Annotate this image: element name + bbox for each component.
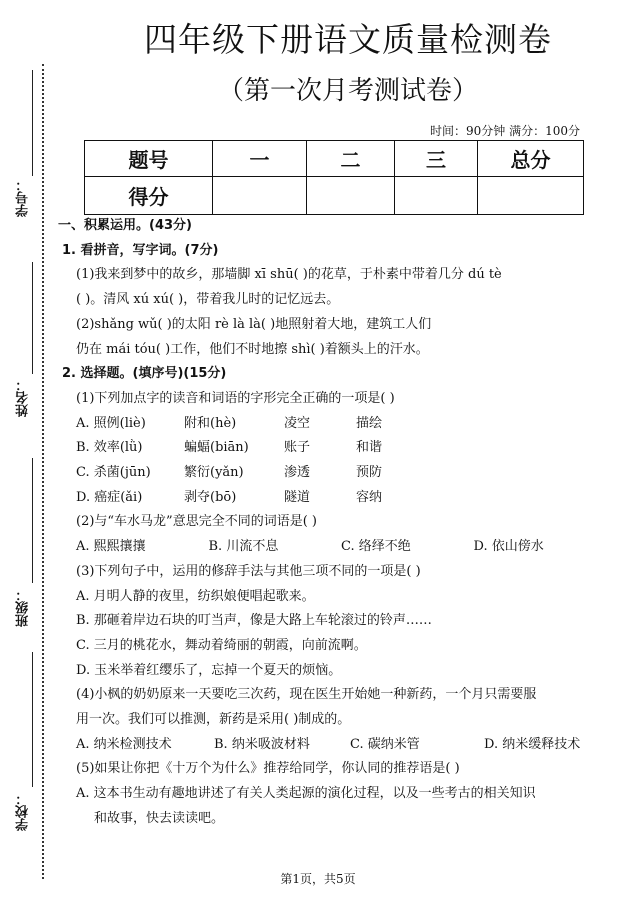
option-row (58, 535, 606, 560)
score-cell-3[interactable] (395, 177, 478, 215)
binding-margin (0, 0, 60, 898)
score-table-score-row (85, 177, 584, 215)
student-number-field[interactable] (6, 70, 46, 217)
class-underline (32, 458, 33, 583)
question-text: (5)如果让你把《十万个为什么》推荐给同学，你认同的推荐语是( ) (76, 761, 460, 777)
option-item[interactable]: D. 癌症(ǎi) (76, 489, 143, 505)
option-item: 和谐 (356, 440, 383, 456)
option-item[interactable]: C. 杀菌(jūn) (76, 465, 151, 481)
student-name-underline (32, 262, 33, 374)
option-item[interactable]: C. 三月的桃花水，舞动着绮丽的朝霞，向前流啊。 (76, 637, 367, 653)
option-item[interactable]: B. 那砸着岸边石块的叮当声，像是大路上车轮滚过的铃声…… (76, 613, 432, 629)
question-text: (2)与“车水马龙”意思完全不同的词语是( ) (76, 514, 317, 530)
exam-title: 四年级下册语文质量检测卷 (144, 20, 552, 59)
exam-content (58, 214, 606, 832)
option-row (58, 436, 606, 461)
option-item: 渗透 (284, 465, 311, 481)
exam-subtitle: （第一次月考测试卷） (217, 76, 478, 106)
question-text: 仍在 mái tóu( )工作，他们不时地擦 shì( )着额头上的汗水。 (76, 341, 429, 357)
class-field[interactable] (6, 458, 46, 627)
option-item: 蝙蝠(biān) (184, 440, 249, 456)
score-row-label: 得分 (85, 177, 213, 215)
student-name-label: 姓名： (16, 378, 31, 417)
option-item[interactable]: C. 络绎不绝 (341, 539, 411, 555)
score-table (84, 140, 584, 215)
score-table-header-row (85, 141, 584, 177)
option-item: 预防 (356, 465, 383, 481)
section-heading: 一、积累运用。(43分) (58, 218, 192, 233)
score-table-header-cell: 总分 (478, 141, 584, 177)
option-item[interactable]: D. 依山傍水 (473, 539, 544, 555)
page-number: 第1页，共5页 (280, 872, 356, 886)
question-text: (4)小枫的奶奶原来一天要吃三次药，现在医生开始她一种新药，一个月只需要服 (76, 687, 537, 703)
option-row (58, 733, 606, 758)
question-text: ( )。清风 xú xú( )，带着我儿时的记忆远去。 (76, 292, 340, 308)
option-item[interactable]: A. 熙熙攘攘 (76, 539, 146, 555)
school-label: 学校： (16, 792, 31, 831)
option-item: 容纳 (356, 489, 383, 505)
option-item[interactable]: B. 效率(lǜ) (76, 440, 143, 456)
student-number-label: 学号： (16, 178, 31, 217)
option-item: 附和(hè) (184, 415, 237, 431)
score-table-header-cell: 三 (395, 141, 478, 177)
option-row (58, 412, 606, 437)
option-item: 账子 (284, 440, 311, 456)
question-heading: 2. 选择题。(填序号)(15分) (62, 366, 227, 382)
score-table-header-cell: 题号 (85, 141, 213, 177)
school-field[interactable] (6, 652, 46, 831)
option-item[interactable]: B. 川流不息 (208, 539, 279, 555)
option-item[interactable]: D. 纳米缓释技术 (484, 736, 581, 752)
option-item: 凌空 (284, 415, 311, 431)
question-text: (1)我来到梦中的故乡，那墙脚 xī shū( )的花草，于朴素中带着几分 dú tè (76, 267, 502, 283)
score-cell-1[interactable] (213, 177, 307, 215)
question-text: (2)shǎng wǔ( )的太阳 rè là là( )地照射着大地，建筑工人们 (76, 316, 432, 332)
option-item: 隧道 (284, 489, 311, 505)
option-item[interactable]: B. 纳米吸波材料 (214, 736, 310, 752)
score-cell-2[interactable] (307, 177, 395, 215)
question-heading: 1. 看拼音，写字词。(7分) (62, 242, 219, 258)
score-table-header-cell: 一 (213, 141, 307, 177)
score-table-header-cell: 二 (307, 141, 395, 177)
option-item[interactable]: A. 这本书生动有趣地讲述了有关人类起源的演化过程，以及一些考古的相关知识 (76, 786, 536, 802)
score-cell-total[interactable] (478, 177, 584, 215)
option-row (58, 461, 606, 486)
class-label: 班级： (16, 588, 31, 627)
option-item: 剥夺(bō) (184, 489, 237, 505)
option-item[interactable]: C. 碳纳米管 (350, 736, 420, 752)
question-text: (3)下列句子中，运用的修辞手法与其他三项不同的一项是( ) (76, 563, 421, 579)
exam-time-score: 时间：90分钟 满分：100分 (430, 124, 580, 138)
option-row (58, 486, 606, 511)
option-item[interactable]: A. 照例(liè) (76, 415, 146, 431)
student-name-field[interactable] (6, 262, 46, 417)
option-item[interactable]: A. 月明人静的夜里，纺织娘便唱起歌来。 (76, 588, 315, 604)
option-item: 描绘 (356, 415, 383, 431)
question-text: 用一次。我们可以推测，新药是采用( )制成的。 (76, 712, 351, 728)
school-underline (32, 652, 33, 787)
option-item[interactable]: D. 玉米举着红缨乐了，忘掉一个夏天的烦恼。 (76, 662, 342, 678)
question-text: (1)下列加点字的读音和词语的字形完全正确的一项是( ) (76, 390, 395, 406)
option-item-continued: 和故事，快去读读吧。 (94, 810, 225, 826)
option-item[interactable]: A. 纳米检测技术 (76, 736, 172, 752)
option-item: 繁衍(yǎn) (184, 465, 244, 481)
student-number-underline (32, 70, 33, 176)
